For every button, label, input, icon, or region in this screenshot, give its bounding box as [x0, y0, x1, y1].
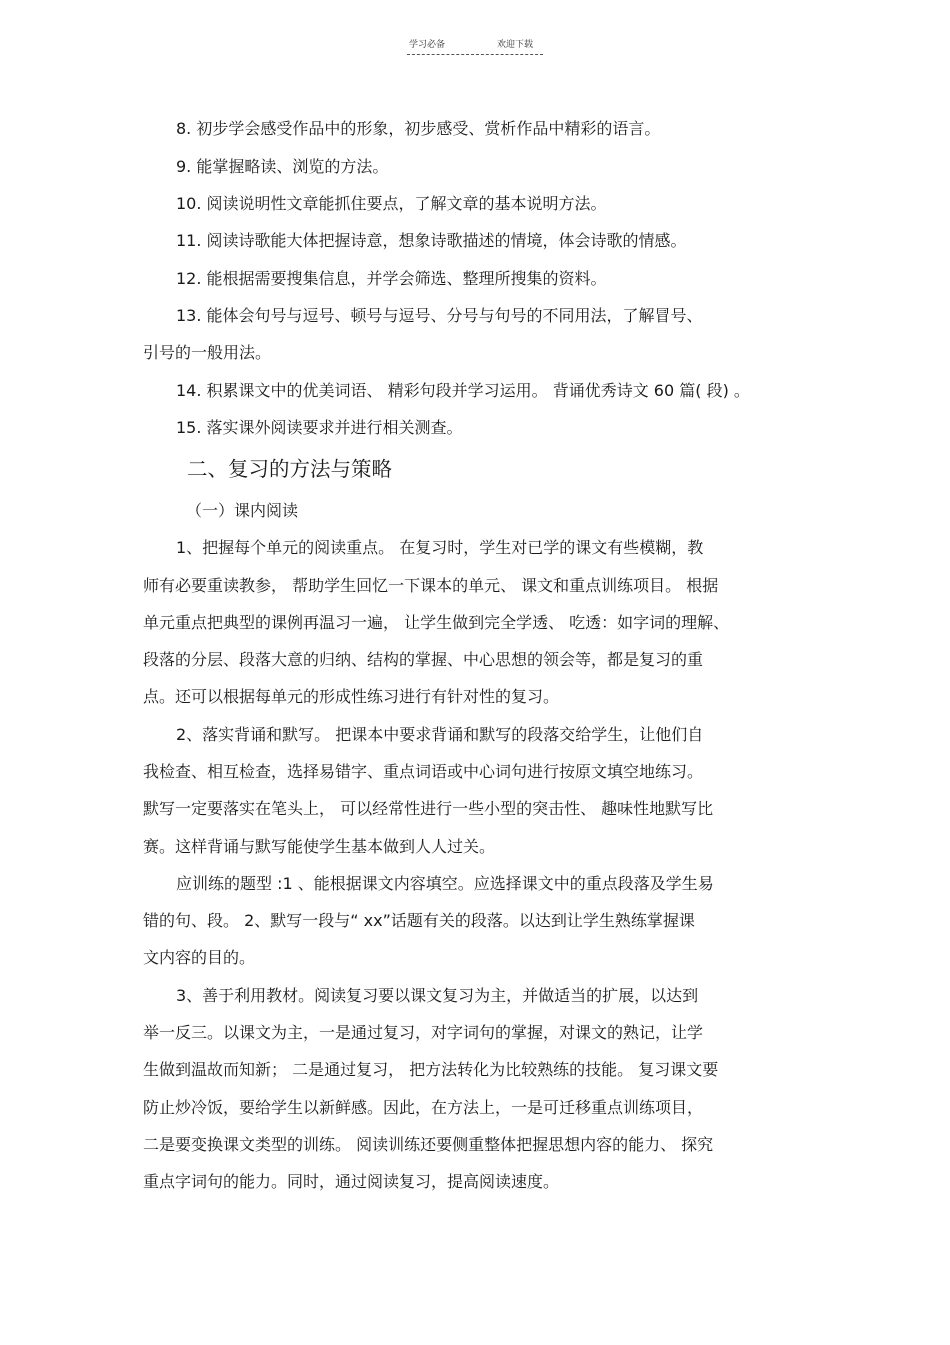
- header-right-text: 欢迎下载: [497, 40, 534, 50]
- list-item-9: 9. 能掌握略读、浏览的方法。: [176, 157, 389, 176]
- paragraph-line: 文内容的目的。: [143, 948, 256, 967]
- paragraph-line: 点。还可以根据每单元的形成性练习进行有针对性的复习。: [143, 687, 560, 706]
- paragraph-line: 错的句、段。 2、默写一段与“ xx”话题有关的段落。以达到让学生熟练掌握课: [143, 911, 695, 930]
- list-item-13: 13. 能体会句号与逗号、顿号与逗号、分号与句号的不同用法，了解冒号、: [176, 306, 703, 325]
- header-dashed-rule: [407, 54, 543, 55]
- list-item-13-continued: 引号的一般用法。: [143, 343, 272, 362]
- paragraph-line: 3、善于利用教材。阅读复习要以课文复习为主，并做适当的扩展，以达到: [176, 986, 699, 1005]
- paragraph-line: 防止炒冷饭，要给学生以新鲜感。因此，在方法上，一是可迁移重点训练项目，: [143, 1098, 704, 1117]
- paragraph-line: 举一反三。以课文为主，一是通过复习，对字词句的掌握，对课文的熟记，让学: [143, 1023, 704, 1042]
- subsection-heading: （一）课内阅读: [186, 501, 299, 520]
- paragraph-line: 单元重点把典型的课例再温习一遍， 让学生做到完全学透、 吃透：如字词的理解、: [143, 613, 730, 632]
- paragraph-line: 应训练的题型 :1 、能根据课文内容填空。应选择课文中的重点段落及学生易: [176, 874, 714, 893]
- list-item-12: 12. 能根据需要搜集信息，并学会筛选、整理所搜集的资料。: [176, 269, 607, 288]
- list-item-10: 10. 阅读说明性文章能抓住要点，了解文章的基本说明方法。: [176, 194, 607, 213]
- list-item-14: 14. 积累课文中的优美词语、 精彩句段并学习运用。 背诵优秀诗文 60 篇( 段) 。: [176, 381, 750, 400]
- paragraph-line: 段落的分层、段落大意的归纳、结构的掌握、中心思想的领会等，都是复习的重: [143, 650, 704, 669]
- paragraph-line: 2、落实背诵和默写。 把课本中要求背诵和默写的段落交给学生，让他们自: [176, 725, 704, 744]
- header-left-text: 学习必备: [409, 40, 446, 50]
- paragraph-line: 我检查、相互检查，选择易错字、重点词语或中心词句进行按原文填空地练习。: [143, 762, 704, 781]
- paragraph-line: 师有必要重读教参， 帮助学生回忆一下课本的单元、 课文和重点训练项目。 根据: [143, 576, 719, 595]
- paragraph-line: 重点字词句的能力。同时，通过阅读复习，提高阅读速度。: [143, 1172, 560, 1191]
- paragraph-line: 默写一定要落实在笔头上， 可以经常性进行一些小型的突击性、 趣味性地默写比: [143, 799, 714, 818]
- list-item-15: 15. 落实课外阅读要求并进行相关测查。: [176, 418, 463, 437]
- list-item-11: 11. 阅读诗歌能大体把握诗意，想象诗歌描述的情境，体会诗歌的情感。: [176, 231, 687, 250]
- paragraph-line: 1、把握每个单元的阅读重点。 在复习时，学生对已学的课文有些模糊，教: [176, 538, 704, 557]
- paragraph-line: 二是要变换课文类型的训练。 阅读训练还要侧重整体把握思想内容的能力、 探究: [143, 1135, 714, 1154]
- paragraph-line: 赛。这样背诵与默写能使学生基本做到人人过关。: [143, 837, 496, 856]
- section-heading: 二、复习的方法与策略: [187, 457, 392, 481]
- paragraph-line: 生做到温故而知新； 二是通过复习， 把方法转化为比较熟练的技能。 复习课文要: [143, 1060, 719, 1079]
- list-item-8: 8. 初步学会感受作品中的形象，初步感受、赏析作品中精彩的语言。: [176, 119, 661, 138]
